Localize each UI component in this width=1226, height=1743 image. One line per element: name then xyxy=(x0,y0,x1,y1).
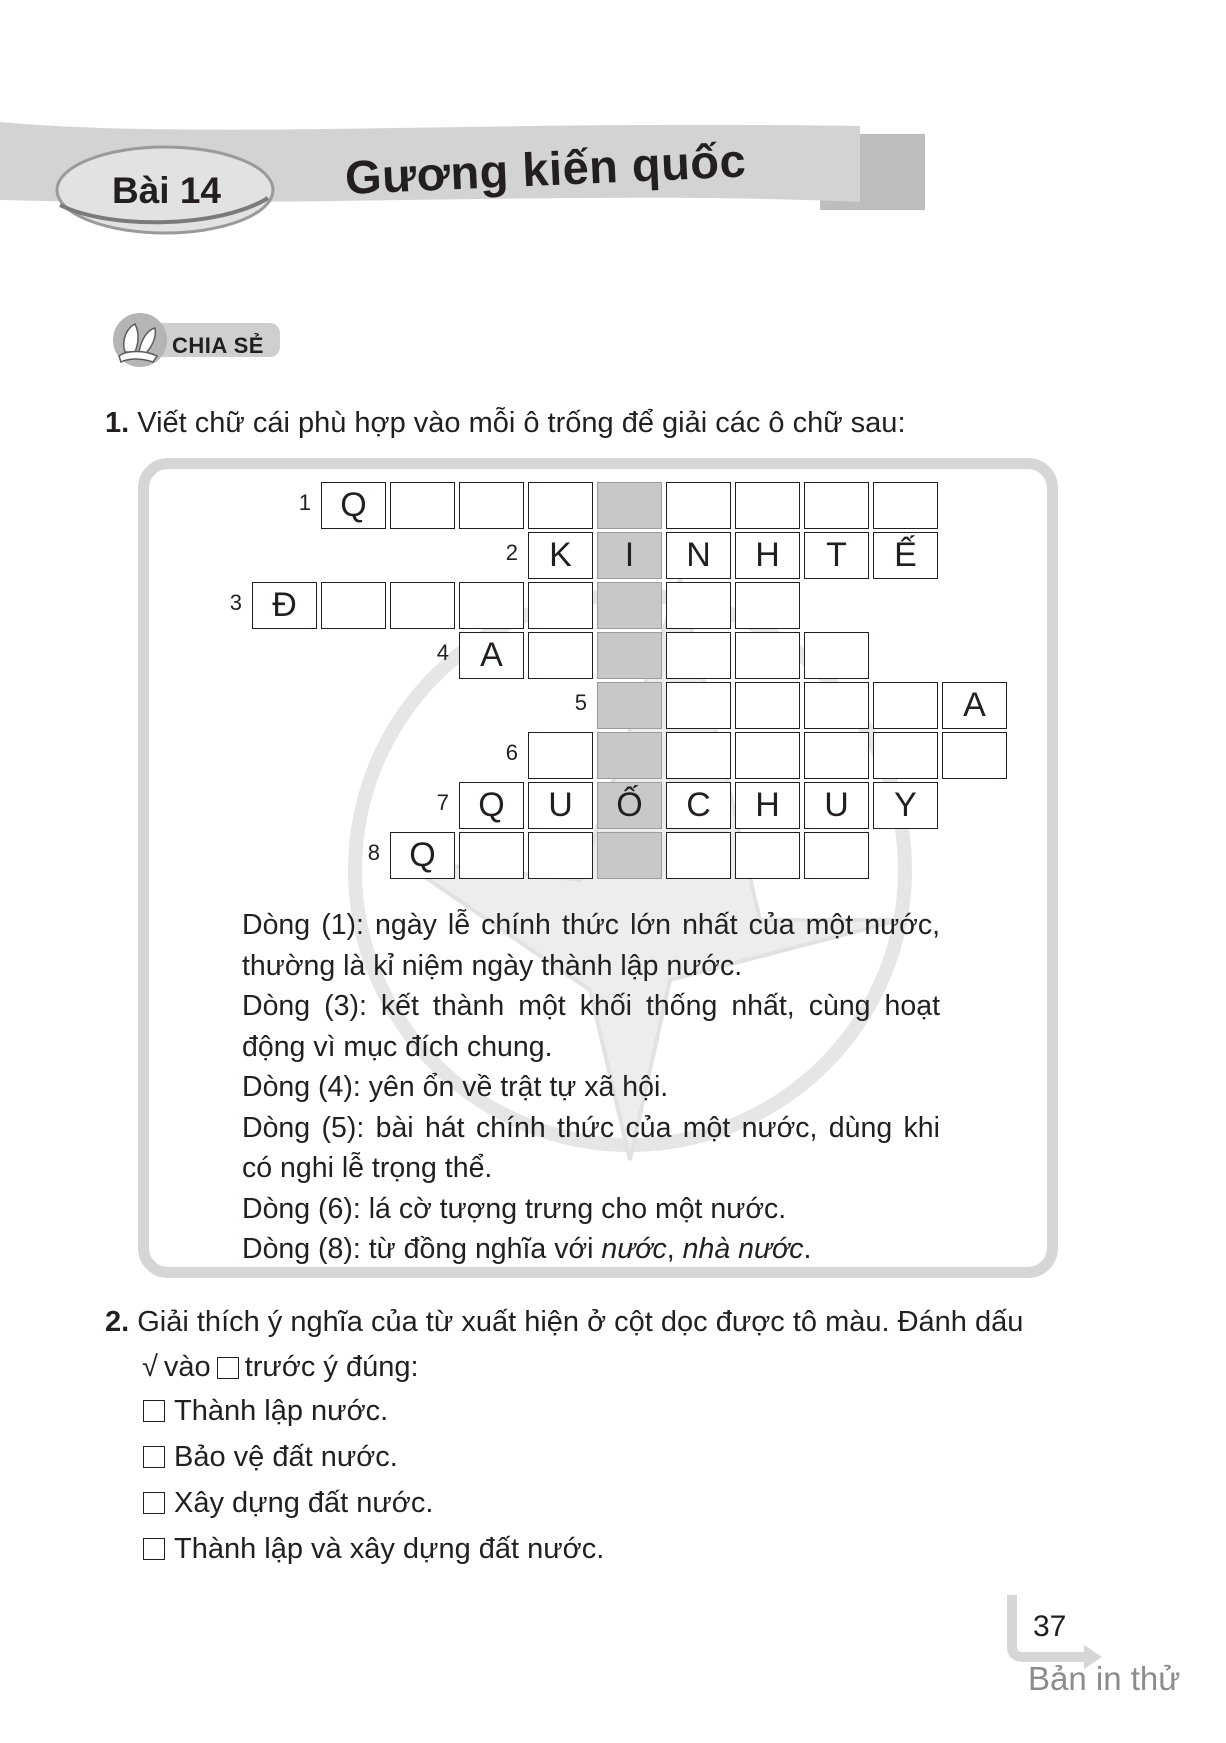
crossword-cell-r6-c1[interactable] xyxy=(528,732,593,779)
option-2[interactable] xyxy=(143,1434,604,1480)
crossword-cell-r7-c7[interactable]: Y xyxy=(873,782,938,829)
question-2-text: Giải thích ý nghĩa của từ xuất hiện ở cột dọc được tô màu. Đánh dấu xyxy=(137,1306,1024,1338)
crossword-cell-r1-c6[interactable] xyxy=(666,482,731,529)
question-2-instruction-b: trước ý đúng: xyxy=(244,1351,419,1383)
crossword-cell-r4-c6[interactable] xyxy=(804,632,869,679)
crossword-row-3-label: 3 xyxy=(229,590,242,615)
crossword-cell-r2-c5[interactable]: T xyxy=(804,532,869,579)
clue-row-8-separator: , xyxy=(666,1233,683,1265)
crossword-cell-r6-c2[interactable] xyxy=(597,732,662,779)
option-1[interactable] xyxy=(143,1388,604,1434)
crossword-cell-r1-c7[interactable] xyxy=(735,482,800,529)
option-4[interactable] xyxy=(143,1526,604,1572)
crossword-cell-r7-c6[interactable]: U xyxy=(804,782,869,829)
crossword-cell-r3-c2[interactable] xyxy=(321,582,386,629)
crossword-cell-r6-c6[interactable] xyxy=(873,732,938,779)
clue-row-8-prefix: Dòng (8): từ đồng nghĩa với xyxy=(242,1233,602,1265)
crossword-cell-r3-c4[interactable] xyxy=(459,582,524,629)
crossword-clues xyxy=(242,905,940,1270)
crossword-cell-r7-c2[interactable]: U xyxy=(528,782,593,829)
option-3-checkbox[interactable] xyxy=(143,1492,165,1514)
crossword-cell-r2-c2[interactable]: I xyxy=(597,532,662,579)
question-2 xyxy=(105,1300,1125,1390)
crossword-row-2-label: 2 xyxy=(505,540,518,565)
crossword-cell-r6-c5[interactable] xyxy=(804,732,869,779)
option-3-label: Xây dựng đất nước. xyxy=(174,1486,434,1519)
checkbox-sample-icon xyxy=(217,1357,239,1379)
crossword-cell-r4-c3[interactable] xyxy=(597,632,662,679)
crossword-cell-r1-c2[interactable] xyxy=(390,482,455,529)
crossword-cell-r3-c3[interactable] xyxy=(390,582,455,629)
crossword-cell-r8-c7[interactable] xyxy=(804,832,869,879)
crossword-cell-r5-c1[interactable] xyxy=(597,682,662,729)
crossword-cell-r7-c3[interactable]: Ố xyxy=(597,782,662,829)
crossword-cell-r1-c4[interactable] xyxy=(528,482,593,529)
crossword-row-8-label: 8 xyxy=(367,840,380,865)
question-2-line-1 xyxy=(105,1300,1125,1345)
clue-row-3: Dòng (3): kết thành một khối thống nhất, cùng hoạt động vì mục đích chung. xyxy=(242,990,940,1063)
crossword-cell-r5-c3[interactable] xyxy=(735,682,800,729)
crossword-cell-r5-c5[interactable] xyxy=(873,682,938,729)
question-2-number: 2. xyxy=(105,1306,130,1338)
crossword-cell-r4-c2[interactable] xyxy=(528,632,593,679)
crossword-row-4-label: 4 xyxy=(436,640,449,665)
page-number: 37 xyxy=(1033,1610,1067,1643)
lesson-title: Gương kiến quốc xyxy=(343,133,748,204)
crossword-cell-r1-c3[interactable] xyxy=(459,482,524,529)
clue-row-5: Dòng (5): bài hát chính thức của một nước, dùng khi có nghi lễ trọng thể. xyxy=(242,1111,940,1184)
lesson-number: Bài 14 xyxy=(112,170,222,211)
clue-row-1: Dòng (1): ngày lễ chính thức lớn nhất của một nước, thường là kỉ niệm ngày thành lập nước. xyxy=(242,909,940,982)
option-1-label: Thành lập nước. xyxy=(174,1394,389,1427)
crossword-cell-r8-c4[interactable] xyxy=(597,832,662,879)
option-4-checkbox[interactable] xyxy=(143,1538,165,1560)
crossword-row-7-label: 7 xyxy=(436,790,449,815)
option-2-checkbox[interactable] xyxy=(143,1446,165,1468)
clue-row-8 xyxy=(242,1229,940,1270)
question-1-number: 1. xyxy=(105,407,130,439)
crossword-cell-r5-c2[interactable] xyxy=(666,682,731,729)
crossword-cell-r8-c6[interactable] xyxy=(735,832,800,879)
crossword-row-1-label: 1 xyxy=(298,490,311,515)
crossword-cell-r8-c1[interactable]: Q xyxy=(390,832,455,879)
crossword-cell-r2-c6[interactable]: Ế xyxy=(873,532,938,579)
option-4-label: Thành lập và xây dựng đất nước. xyxy=(174,1532,605,1565)
clue-row-8-suffix: . xyxy=(803,1233,812,1265)
crossword-cell-r3-c1[interactable]: Đ xyxy=(252,582,317,629)
crossword-cell-r8-c3[interactable] xyxy=(528,832,593,879)
option-1-checkbox[interactable] xyxy=(143,1400,165,1422)
clue-row-4: Dòng (4): yên ổn về trật tự xã hội. xyxy=(242,1071,669,1103)
crossword-cell-r6-c7[interactable] xyxy=(942,732,1007,779)
question-2-line-2 xyxy=(105,1345,1125,1390)
question-1-text: Viết chữ cái phù hợp vào mỗi ô trống để giải các ô chữ sau: xyxy=(137,407,906,439)
crossword-cell-r3-c5[interactable] xyxy=(528,582,593,629)
crossword-cell-r1-c5[interactable] xyxy=(597,482,662,529)
crossword-cell-r3-c8[interactable] xyxy=(735,582,800,629)
crossword-cell-r4-c5[interactable] xyxy=(735,632,800,679)
crossword-cell-r5-c6[interactable]: A xyxy=(942,682,1007,729)
share-section-label: CHIA SẺ xyxy=(172,333,264,358)
crossword-cell-r3-c7[interactable] xyxy=(666,582,731,629)
clue-row-8-word-2: nhà nước xyxy=(682,1233,804,1265)
crossword-cell-r3-c6[interactable] xyxy=(597,582,662,629)
crossword-cell-r1-c9[interactable] xyxy=(873,482,938,529)
crossword-cell-r1-c1[interactable]: Q xyxy=(321,482,386,529)
check-mark-icon: √ xyxy=(142,1351,158,1383)
question-2-instruction-a: vào xyxy=(163,1351,211,1383)
crossword-cell-r8-c2[interactable] xyxy=(459,832,524,879)
crossword-cell-r2-c1[interactable]: K xyxy=(528,532,593,579)
clue-row-8-word-1: nước xyxy=(601,1233,667,1265)
crossword-cell-r5-c4[interactable] xyxy=(804,682,869,729)
option-2-label: Bảo vệ đất nước. xyxy=(174,1440,398,1473)
answer-options xyxy=(143,1388,604,1572)
option-3[interactable] xyxy=(143,1480,604,1526)
crossword-cell-r2-c3[interactable]: N xyxy=(666,532,731,579)
crossword-cell-r7-c4[interactable]: C xyxy=(666,782,731,829)
crossword-cell-r7-c1[interactable]: Q xyxy=(459,782,524,829)
crossword-cell-r1-c8[interactable] xyxy=(804,482,869,529)
crossword-row-5-label: 5 xyxy=(574,690,587,715)
crossword-cell-r6-c3[interactable] xyxy=(666,732,731,779)
crossword-cell-r7-c5[interactable]: H xyxy=(735,782,800,829)
crossword-cell-r6-c4[interactable] xyxy=(735,732,800,779)
crossword-cell-r4-c4[interactable] xyxy=(666,632,731,679)
print-note: Bản in thử xyxy=(1028,1660,1181,1697)
crossword-cell-r4-c1[interactable]: A xyxy=(459,632,524,679)
clue-row-6: Dòng (6): lá cờ tượng trưng cho một nước. xyxy=(242,1192,787,1225)
crossword-cell-r2-c4[interactable]: H xyxy=(735,532,800,579)
crossword-row-6-label: 6 xyxy=(505,740,518,765)
crossword-cell-r8-c5[interactable] xyxy=(666,832,731,879)
